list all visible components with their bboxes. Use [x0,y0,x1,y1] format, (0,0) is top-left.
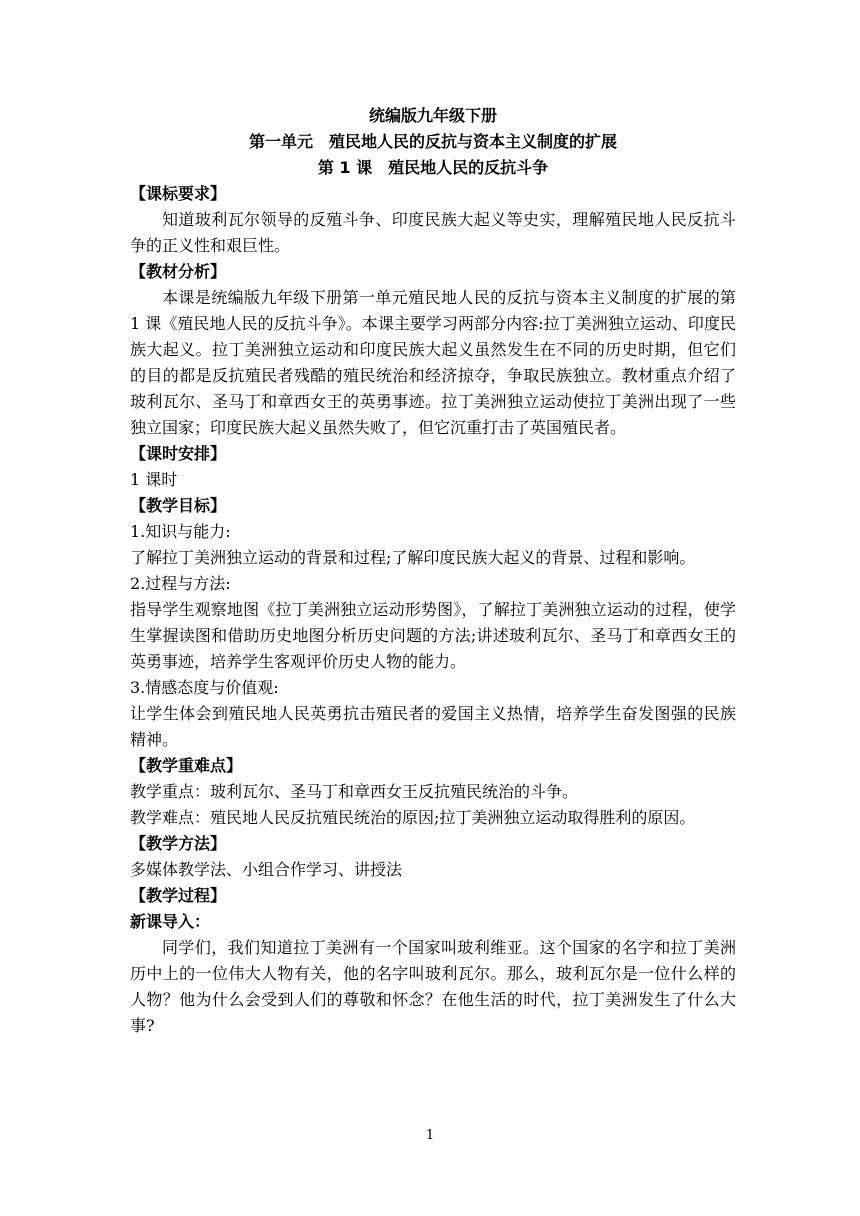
lesson-introduction-heading: 新课导入： [130,912,211,931]
objective-2-text: 指导学生观察地图《拉丁美洲独立运动形势图》，了解拉丁美洲独立运动的过程，使学生掌握读图和借助历史地图分析历史问题的方法;讲述玻利瓦尔、圣马丁和章西女王的英勇事迹，培养学生客观评价历史人物的能力。 [130,600,736,671]
key-point-text: 教学重点：玻利瓦尔、圣马丁和章西女王反抗殖民统治的斗争。 [130,782,579,801]
textbook-analysis-text: 本课是统编版九年级下册第一单元殖民地人民的反抗与资本主义制度的扩展的第 1 课《殖民地人民的反抗斗争》。本课主要学习两部分内容:拉丁美洲独立运动、印度民族大起义。拉丁美洲独立运动和印度民族大起义虽然发生在不同的历史时期，但它们的目的都是反抗殖民者残酷的殖民统治和经济掠夺，争取民族独立。教材重点介绍了玻利瓦尔、圣马丁和章西女王的英勇事迹。拉丁美洲独立运动使拉丁美洲出现了一些独立国家；印度民族大起义虽然失败了，但它沉重打击了英国殖民者。 [130,288,736,437]
lesson-title: 第 1 课 殖民地人民的反抗斗争 [317,158,549,177]
document-body [130,103,736,1039]
objective-1-text: 了解拉丁美洲独立运动的背景和过程;了解印度民族大起义的背景、过程和影响。 [130,548,696,567]
teaching-objectives-heading: 【教学目标】 [130,496,227,515]
class-hours-text: 1 课时 [130,470,178,489]
curriculum-requirements-text: 知道玻利瓦尔领导的反殖斗争、印度民族大起义等史实，理解殖民地人民反抗斗争的正义性和艰巨性。 [130,210,736,255]
teaching-methods-heading: 【教学方法】 [130,834,227,853]
page-number: 1 [425,1128,435,1143]
difficult-point-text: 教学难点：殖民地人民反抗殖民统治的原因;拉丁美洲独立运动取得胜利的原因。 [130,808,696,827]
book-title: 统编版九年级下册 [368,106,497,125]
objective-1-label: 1.知识与能力: [130,522,231,541]
objective-3-text: 让学生体会到殖民地人民英勇抗击殖民者的爱国主义热情，培养学生奋发图强的民族精神。 [130,704,736,749]
key-difficult-points-heading: 【教学重难点】 [130,756,243,775]
textbook-analysis-heading: 【教材分析】 [130,262,227,281]
objective-2-label: 2.过程与方法: [130,574,231,593]
objective-3-label: 3.情感态度与价值观: [130,678,279,697]
lesson-introduction-text: 同学们，我们知道拉丁美洲有一个国家叫玻利维亚。这个国家的名字和拉丁美洲历中上的一位伟大人物有关，他的名字叫玻利瓦尔。那么，玻利瓦尔是一位什么样的人物？他为什么会受到人们的尊敬和怀念？在他生活的时代，拉丁美洲发生了什么大事? [130,938,736,1035]
curriculum-requirements-heading: 【课标要求】 [130,184,227,203]
teaching-methods-text: 多媒体教学法、小组合作学习、讲授法 [130,860,403,879]
teaching-process-heading: 【教学过程】 [130,886,227,905]
class-hours-heading: 【课时安排】 [130,444,227,463]
unit-title: 第一单元 殖民地人民的反抗与资本主义制度的扩展 [248,132,617,151]
